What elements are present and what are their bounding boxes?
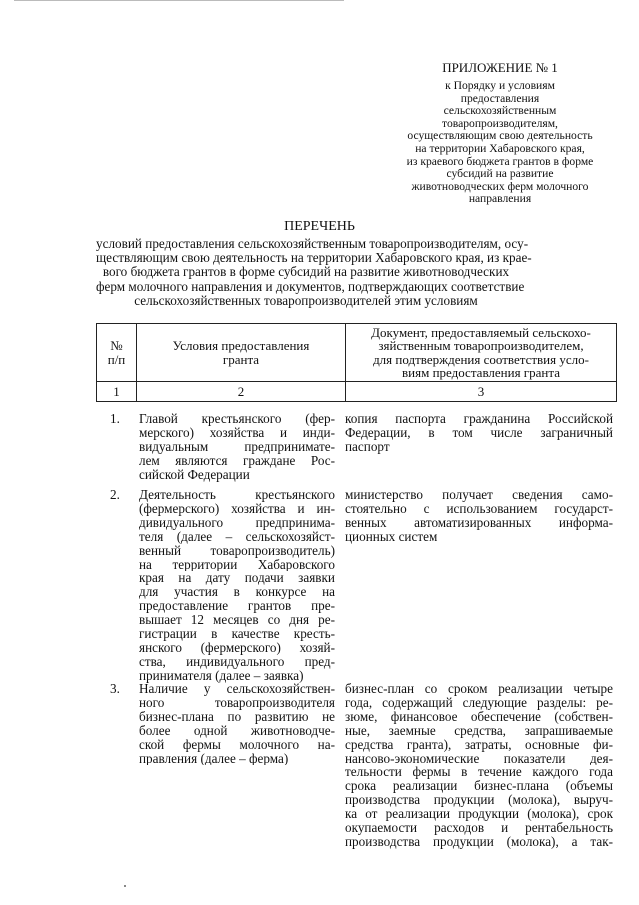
condition-line: правления (далее – ферма) (139, 751, 289, 766)
condition-line: Наличие у сельскохозяйствен- (139, 682, 335, 696)
appendix-line: к Порядку и условиям (445, 79, 555, 92)
condition-line: края на дату подачи заявки (139, 571, 335, 586)
condition-line: Деятельность крестьянского (139, 488, 335, 502)
document-title: ПЕРЕЧЕНЬ (284, 219, 355, 234)
condition-line: сийской Федерации (139, 467, 250, 482)
condition-line: теля (далее – сельскохозяйст- (139, 529, 335, 544)
condition-line: ской фермы молочного на- (139, 737, 335, 752)
condition-line: на территории Хабаровского (139, 557, 335, 572)
document-subtitle (96, 236, 532, 308)
subtitle-line: сельскохозяйственных товаропроизводителей этим условиям (134, 292, 478, 308)
condition-cell (139, 488, 335, 683)
appendix-line: направления (468, 192, 532, 206)
header-cell-condition (137, 324, 346, 382)
condition-line: мерского) хозяйства и инди- (139, 425, 335, 440)
document-line: нансово-экономические показатели дея- (345, 751, 613, 766)
condition-line: (фермерского) хозяйства и ин- (139, 501, 335, 516)
document-line: ка от реализации продукции (молока), срок (345, 807, 613, 822)
condition-line: лем являются граждане Рос- (139, 453, 335, 468)
condition-line: гистрации в качестве кресть- (139, 627, 335, 641)
column-number: 3 (346, 382, 617, 402)
appendix-line: на территории Хабаровского края, (415, 141, 585, 155)
document-line: тельности фермы в течение каждого года (345, 765, 613, 780)
condition-line: ного товаропроизводителя (139, 695, 335, 710)
condition-cell (139, 412, 335, 482)
condition-line: дивидуального предпринима- (139, 515, 335, 530)
condition-line: Главой крестьянского (фер- (139, 412, 335, 426)
subtitle-line: вого бюджета грантов в форме субсидий на развитие животноводческих (102, 264, 510, 280)
document-line: ционных систем (345, 529, 438, 544)
subtitle-line: ществляющим свою деятельность на территории Хабаровского края, из крае- (96, 250, 532, 266)
condition-line: бизнес-плана по развитию не (139, 709, 335, 724)
condition-line: видуальным предпринимате- (139, 439, 335, 454)
appendix-line: животноводческих ферм молочного (411, 179, 589, 193)
document-line: стоятельно с использованием государст- (345, 501, 613, 516)
condition-line: янского (фермерского) хозяй- (139, 640, 335, 655)
column-number-row (97, 382, 617, 402)
document-line: министерство получает сведения само- (345, 488, 613, 502)
condition-line: принимателя (далее – заявка) (139, 668, 304, 683)
header-num-line: № (110, 338, 123, 353)
document-line: окупаемости расходов и рентабельность (345, 821, 613, 835)
condition-line: венный товаропроизводитель) (139, 543, 335, 558)
document-line: ные, заемные средства, запрашиваемые (345, 723, 613, 738)
condition-line: вышает 12 месяцев со дня ре- (139, 613, 335, 628)
document-cell (345, 412, 613, 454)
document-line: паспорт (345, 439, 390, 454)
document-line: зюме, финансовое обеспечение (собствен- (345, 709, 613, 724)
appendix-line: сельскохозяйственным (443, 104, 557, 118)
document-cell (345, 682, 613, 849)
appendix-line: из краевого бюджета грантов в форме (406, 154, 594, 168)
header-condition-line: гранта (222, 351, 260, 367)
header-condition-line: Условия предоставления (172, 338, 310, 353)
header-cell-document (346, 324, 617, 382)
condition-line: более одной животноводче- (139, 723, 335, 738)
scan-dot (124, 885, 126, 887)
header-document-line: виям предоставления гранта (402, 365, 560, 380)
header-num-line: п/п (107, 351, 126, 367)
row-number: 1. (110, 411, 120, 426)
appendix-line: осуществляющим свою деятельность (407, 129, 593, 143)
header-cell-num (97, 324, 137, 382)
condition-cell (139, 682, 335, 765)
subtitle-line: условий предоставления сельскохозяйственным товаропроизводителям, осу- (96, 236, 529, 251)
appendix-block (384, 60, 616, 206)
header-document-line: для подтверждения соответствия усло- (373, 351, 589, 367)
header-document-line: Документ, предоставляемый сельскохо- (371, 324, 591, 340)
row-number: 2. (110, 487, 120, 502)
condition-line: предоставление грантов пре- (139, 599, 335, 614)
condition-line: для участия в конкурсе на (139, 585, 335, 600)
appendix-line: предоставления (460, 91, 540, 105)
document-line: бизнес-план со сроком реализации четыре (345, 682, 613, 696)
column-number: 2 (137, 382, 346, 402)
document-line: производства продукции (молока), а так- (345, 834, 613, 849)
document-line: срока реализации бизнес-плана (объемы (345, 779, 613, 794)
document-line: венных автоматизированных информа- (345, 515, 613, 530)
scan-edge-line (14, 0, 344, 1)
conditions-table-header (96, 323, 617, 402)
document-line: Федерации, в том числе заграничный (345, 425, 613, 440)
appendix-title: ПРИЛОЖЕНИЕ № 1 (442, 60, 558, 75)
document-cell (345, 488, 613, 544)
column-number: 1 (97, 382, 137, 402)
document-line: производства продукции (молока), выруч- (345, 793, 613, 808)
appendix-line: товаропроизводителям, (442, 116, 558, 130)
row-number: 3. (110, 681, 120, 696)
document-line: копия паспорта гражданина Российской (345, 412, 613, 426)
appendix-line: субсидий на развитие (446, 167, 554, 181)
header-document-line: зяйственным товаропроизводителем, (378, 338, 584, 353)
subtitle-line: ферм молочного направления и документов, подтверждающих соответствие (96, 278, 525, 294)
document-line: года, содержащий следующие разделы: ре- (345, 695, 613, 710)
document-line: средства гранта), затраты, основные фи- (345, 737, 613, 752)
condition-line: ства, индивидуального пред- (139, 654, 335, 669)
header-row (97, 324, 617, 382)
